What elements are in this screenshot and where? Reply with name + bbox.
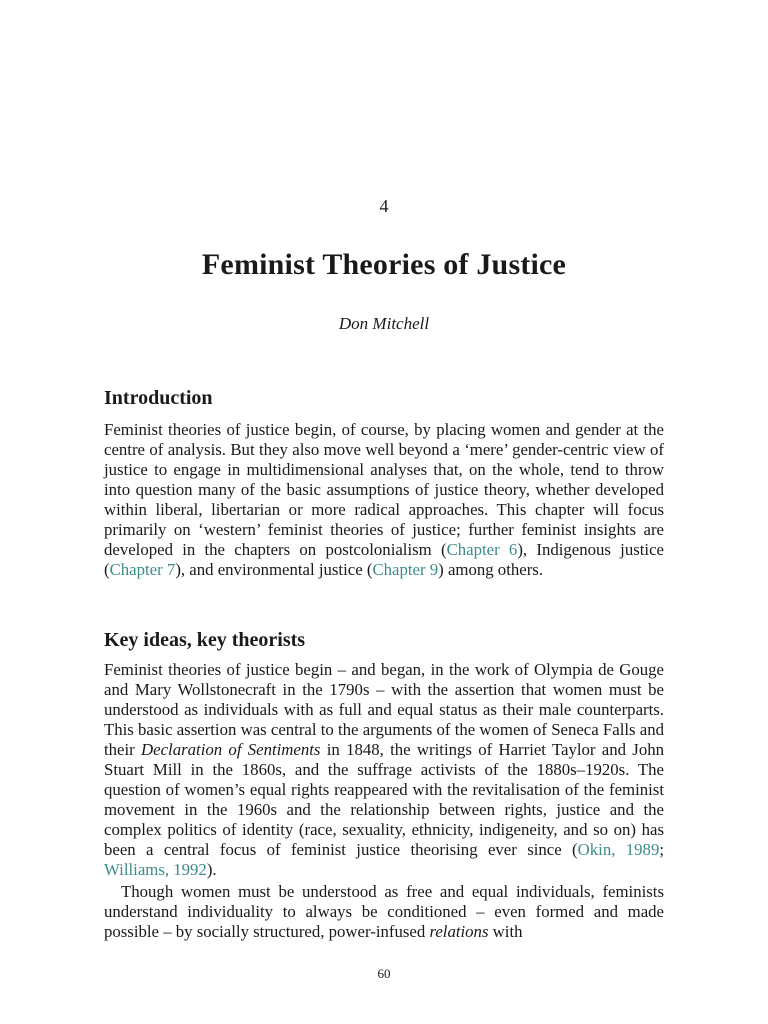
intro-text: ), and environmental justice ( [175,560,373,579]
body-text: in 1848, the writings of Harriet Taylor and John Stuart Mill in the 1860s, and the suffrage activists of the 1880s–1920s. The question of women’s equal rights reappeared with the revitalisation of the feminist movement in the 1960s and the relationship between rights, justice and the complex politics of identity (race, sexuality, ethnicity, indigeneity, and so on) has been a central focus of feminist justice theorising ever since ( [104,740,665,859]
chapter-9-link[interactable]: Chapter 9 [372,560,439,579]
intro-text: ) among others. [438,560,544,579]
body-text: ). [206,860,217,879]
page-number: 60 [377,966,391,981]
introduction-paragraph [104,420,664,580]
chapter-title: Feminist Theories of Justice [201,248,567,281]
body-text: with [488,922,523,941]
emphasis-italic: relations [429,922,489,941]
key-ideas-paragraph-1 [104,660,664,880]
chapter-7-link[interactable]: Chapter 7 [109,560,176,579]
chapter-6-link[interactable]: Chapter 6 [446,540,518,559]
citation-separator: ; [659,840,664,859]
section-heading-key-ideas: Key ideas, key theorists [104,629,306,651]
citation-okin-link[interactable]: Okin, 1989 [577,840,660,859]
body-text: Feminist theories of justice begin – and began, in the work of Olympia de Gouge and Mary Wollstonecraft in the 1790s – with the assertion that women must be understood as individuals with as full and equal status as their male counterparts. This basic assertion was central to the arguments of the women of Seneca Falls and their [104,660,664,759]
intro-text: ), Indigenous justice ( [104,540,664,579]
intro-text: Feminist theories of justice begin, of course, by placing women and gender at the centre of analysis. But they also move well beyond a ‘mere’ gender-centric view of justice to engage in multidimensional analyses that, on the whole, tend to throw into question many of the basic assumptions of justice theory, whether developed within liberal, libertarian or more radical approaches. This chapter will focus primarily on ‘western’ feminist theories of justice; further feminist insights are developed in the chapters on postcolonialism ( [104,420,664,559]
chapter-number: 4 [379,196,389,216]
key-ideas-paragraph-2 [104,882,664,942]
citation-williams-link[interactable]: Williams, 1992 [104,860,207,879]
chapter-author: Don Mitchell [338,314,430,333]
section-heading-introduction: Introduction [104,387,213,409]
body-text: Though women must be understood as free and equal individuals, feminists understand individuality to always be conditioned – even formed and made possible – by socially structured, power-infused [104,882,664,941]
work-title-italic: Declaration of Sentiments [141,740,321,759]
